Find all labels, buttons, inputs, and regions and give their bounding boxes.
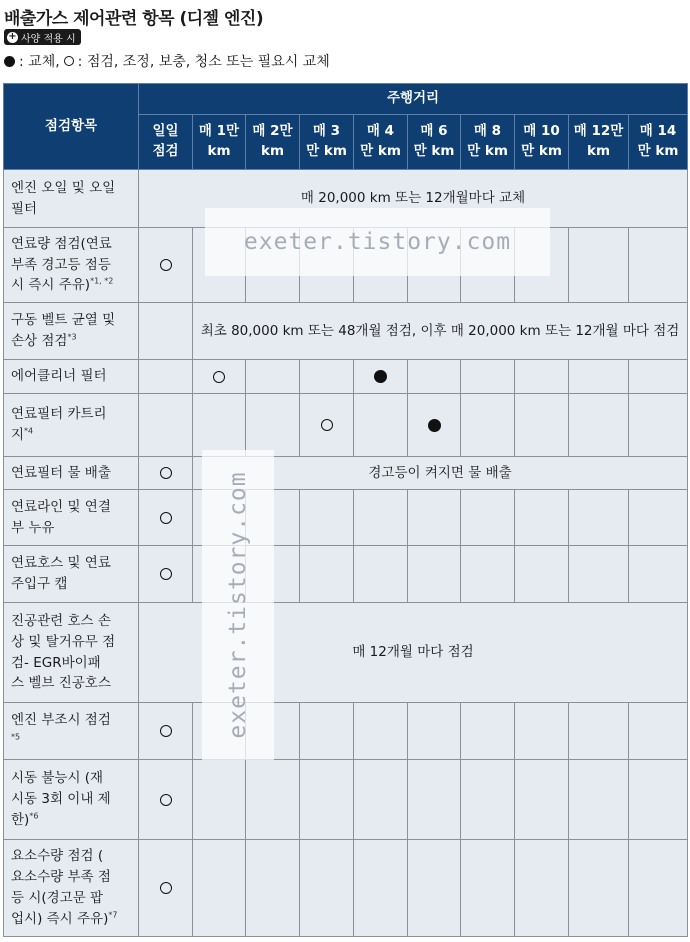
table-row xyxy=(4,760,688,840)
schedule-cell xyxy=(629,394,688,457)
schedule-cell xyxy=(629,840,688,937)
footnote-ref: *7 xyxy=(108,910,118,920)
item-name-line: 연료라인 및 연결 xyxy=(11,498,111,515)
column-header-line: 만 km xyxy=(521,143,562,159)
schedule-cell xyxy=(515,760,569,840)
item-column-header: 점검항목 xyxy=(4,84,139,170)
column-header-line: 매 12만 xyxy=(573,123,624,140)
schedule-cell xyxy=(569,360,629,394)
schedule-cell xyxy=(408,490,461,546)
schedule-cell xyxy=(515,546,569,603)
schedule-cell xyxy=(139,840,193,937)
schedule-cell xyxy=(193,360,246,394)
schedule-cell xyxy=(300,394,354,457)
schedule-cell xyxy=(139,228,193,303)
schedule-cell xyxy=(193,840,246,937)
schedule-cell xyxy=(408,394,461,457)
schedule-cell xyxy=(246,760,300,840)
schedule-cell xyxy=(139,546,193,603)
item-name xyxy=(4,490,139,546)
interval-note: 최초 80,000 km 또는 48개월 점검, 이후 매 20,000 km 또는 12개월 마다 점검 xyxy=(193,303,688,360)
table-row xyxy=(4,546,688,603)
schedule-cell xyxy=(354,546,408,603)
filled-circle-icon xyxy=(4,56,15,67)
footnote-ref: *5 xyxy=(11,732,21,742)
schedule-cell xyxy=(354,840,408,937)
schedule-cell xyxy=(139,760,193,840)
item-name-line: 검- EGR바이패 xyxy=(11,654,101,671)
schedule-cell xyxy=(515,394,569,457)
schedule-cell xyxy=(629,760,688,840)
item-name xyxy=(4,840,139,937)
watermark-vertical: exeter.tistory.com xyxy=(202,450,274,760)
item-name-line: 스 벨브 진공호스 xyxy=(11,675,111,692)
hollow-circle-icon xyxy=(160,725,172,737)
column-header xyxy=(408,115,461,170)
schedule-cell xyxy=(193,394,246,457)
schedule-cell xyxy=(408,703,461,760)
watermark-horizontal: exeter.tistory.com xyxy=(205,208,550,276)
schedule-cell xyxy=(629,360,688,394)
schedule-cell xyxy=(408,760,461,840)
schedule-cell xyxy=(354,760,408,840)
column-header xyxy=(629,115,688,170)
footnote-ref: *3 xyxy=(67,332,77,342)
item-name-line: 요소수량 점검 ( xyxy=(11,848,104,865)
schedule-cell xyxy=(569,840,629,937)
schedule-cell xyxy=(300,703,354,760)
distance-header: 주행거리 xyxy=(139,84,688,115)
item-name-line: 시동 불능시 (재 xyxy=(11,770,104,787)
schedule-cell xyxy=(515,840,569,937)
item-name-line: 지$^{*4}$ xyxy=(11,426,34,443)
item-name xyxy=(4,303,139,360)
schedule-cell xyxy=(461,760,515,840)
footnote-ref: *4 xyxy=(24,426,34,436)
hollow-circle-icon xyxy=(160,467,172,479)
item-name-line: 부 누유 xyxy=(11,519,55,536)
schedule-cell xyxy=(139,490,193,546)
item-name-line: 연료량 점검(연료 xyxy=(11,235,112,252)
hollow-circle-icon xyxy=(321,419,333,431)
column-header-line: 매 8 xyxy=(473,123,502,140)
schedule-cell xyxy=(139,703,193,760)
column-header-line: 매 6 xyxy=(420,123,448,140)
filled-circle-icon xyxy=(428,419,441,432)
item-name-line: 에어클리너 필터 xyxy=(11,368,107,385)
schedule-cell xyxy=(629,490,688,546)
column-header-line: 매 1만 xyxy=(198,123,240,140)
footnote-ref: *1, *2 xyxy=(90,276,114,286)
column-header-line: 점검 xyxy=(152,143,179,159)
schedule-cell xyxy=(515,490,569,546)
item-name-line: 한)$^{*6}$ xyxy=(11,811,39,828)
schedule-cell xyxy=(408,840,461,937)
schedule-cell xyxy=(139,303,193,360)
schedule-cell xyxy=(300,760,354,840)
hollow-circle-icon xyxy=(160,512,172,524)
schedule-cell xyxy=(408,546,461,603)
table-row xyxy=(4,457,688,490)
schedule-cell xyxy=(300,490,354,546)
option-badge-label: 사양 적용 시 xyxy=(21,33,76,45)
schedule-cell xyxy=(408,360,461,394)
plus-icon: + xyxy=(8,31,17,42)
schedule-cell xyxy=(629,546,688,603)
legend-replace: : 교체, xyxy=(19,54,60,70)
column-header xyxy=(461,115,515,170)
schedule-cell xyxy=(515,360,569,394)
table-row xyxy=(4,303,688,360)
item-name xyxy=(4,170,139,228)
column-header-line: 매 4 xyxy=(366,123,395,140)
item-name-line: 구동 벨트 균열 및 xyxy=(11,312,116,329)
schedule-cell xyxy=(300,546,354,603)
item-name-line: 등 시(경고문 팝 xyxy=(11,890,104,906)
item-name-line xyxy=(11,731,132,752)
interval-note: 매 20,000 km 또는 12개월마다 교체 xyxy=(139,170,688,228)
schedule-cell xyxy=(354,490,408,546)
item-name-line: 연료필터 카트리 xyxy=(11,406,107,423)
item-name-line: 진공관련 호스 손 xyxy=(11,612,111,629)
table-row xyxy=(4,603,688,703)
item-name xyxy=(4,546,139,603)
schedule-cell xyxy=(461,703,515,760)
item-name-line: 엔진 부조시 점검 xyxy=(11,712,111,729)
hollow-circle-icon xyxy=(64,56,74,66)
column-header-line: 매 3 xyxy=(312,123,341,140)
schedule-cell xyxy=(569,760,629,840)
column-header xyxy=(354,115,408,170)
schedule-cell xyxy=(461,840,515,937)
table-row xyxy=(4,703,688,760)
column-header xyxy=(569,115,629,170)
item-name xyxy=(4,603,139,703)
schedule-cell xyxy=(300,360,354,394)
schedule-cell xyxy=(246,840,300,937)
schedule-cell xyxy=(139,394,193,457)
item-name-line: 연료호스 및 연료 xyxy=(11,555,111,572)
schedule-cell xyxy=(354,703,408,760)
hollow-circle-icon xyxy=(213,371,225,383)
schedule-cell xyxy=(139,360,193,394)
column-header xyxy=(193,115,246,170)
hollow-circle-icon xyxy=(160,259,172,271)
schedule-cell xyxy=(246,394,300,457)
item-name-line: 시 즉시 주유)$^{*1, *2}$ xyxy=(11,276,114,294)
table-row xyxy=(4,394,688,457)
table-row xyxy=(4,840,688,937)
column-header-line: 매 10 xyxy=(523,123,560,140)
schedule-cell xyxy=(461,394,515,457)
item-name-line: 손상 점검$^{*3}$ xyxy=(11,332,77,349)
schedule-cell xyxy=(629,228,688,303)
column-header-line: 만 km xyxy=(360,143,401,159)
option-badge xyxy=(4,29,81,45)
schedule-cell xyxy=(246,360,300,394)
item-name-line: 업시) 즉시 주유)$^{*7}$ xyxy=(11,910,118,927)
item-name-line: 상 및 탈거유무 점 xyxy=(11,633,116,650)
item-name xyxy=(4,228,139,303)
column-header xyxy=(139,115,193,170)
interval-note: 매 12개월 마다 점검 xyxy=(139,603,688,703)
hollow-circle-icon xyxy=(160,794,172,806)
footnote-ref: *6 xyxy=(29,811,39,821)
table-row xyxy=(4,490,688,546)
schedule-cell xyxy=(629,703,688,760)
schedule-cell xyxy=(461,490,515,546)
table-row xyxy=(4,360,688,394)
schedule-cell xyxy=(569,546,629,603)
item-name-line: 엔진 오일 및 오일 xyxy=(11,179,116,196)
column-header-line: 매 2만 xyxy=(252,123,293,140)
column-header-line: 만 km xyxy=(467,143,508,159)
column-header xyxy=(246,115,300,170)
item-name-line: 시동 3회 이내 제 xyxy=(11,791,111,808)
schedule-cell xyxy=(139,457,193,490)
legend-inspect: : 점검, 조정, 보충, 청소 또는 필요시 교체 xyxy=(77,54,330,70)
schedule-cell xyxy=(354,394,408,457)
item-name-line: 주입구 캡 xyxy=(11,576,68,592)
schedule-cell xyxy=(569,703,629,760)
schedule-cell xyxy=(300,840,354,937)
column-header-line: 만 km xyxy=(413,143,455,159)
item-name xyxy=(4,703,139,760)
column-header-line: km xyxy=(586,143,611,159)
item-name-line: 필터 xyxy=(11,200,38,217)
column-header-line: 매 14 xyxy=(639,123,677,140)
page-title: 배출가스 제어관련 항목 (디젤 엔진) xyxy=(4,9,264,29)
column-header xyxy=(300,115,354,170)
item-name-line: 부족 경고등 점등 xyxy=(11,256,111,273)
item-name-line: 요소수량 부족 점 xyxy=(11,869,111,886)
column-header-line: km xyxy=(260,143,285,159)
schedule-cell xyxy=(569,490,629,546)
item-name xyxy=(4,360,139,394)
legend xyxy=(4,51,330,71)
schedule-cell xyxy=(515,703,569,760)
interval-note: 경고등이 켜지면 물 배출 xyxy=(193,457,688,490)
column-header-line: 일일 xyxy=(152,123,179,140)
schedule-cell xyxy=(569,394,629,457)
schedule-cell xyxy=(461,360,515,394)
schedule-cell xyxy=(193,760,246,840)
column-header-line: km xyxy=(207,143,231,159)
column-header-line: 만 km xyxy=(637,143,679,159)
schedule-cell xyxy=(461,546,515,603)
schedule-cell xyxy=(354,360,408,394)
item-name xyxy=(4,457,139,490)
schedule-cell xyxy=(569,228,629,303)
column-header xyxy=(515,115,569,170)
hollow-circle-icon xyxy=(160,882,172,894)
item-name xyxy=(4,760,139,840)
filled-circle-icon xyxy=(374,370,387,383)
item-name xyxy=(4,394,139,457)
column-header-line: 만 km xyxy=(306,143,347,159)
item-name-line: 연료필터 물 배출 xyxy=(11,464,111,481)
hollow-circle-icon xyxy=(160,568,172,580)
